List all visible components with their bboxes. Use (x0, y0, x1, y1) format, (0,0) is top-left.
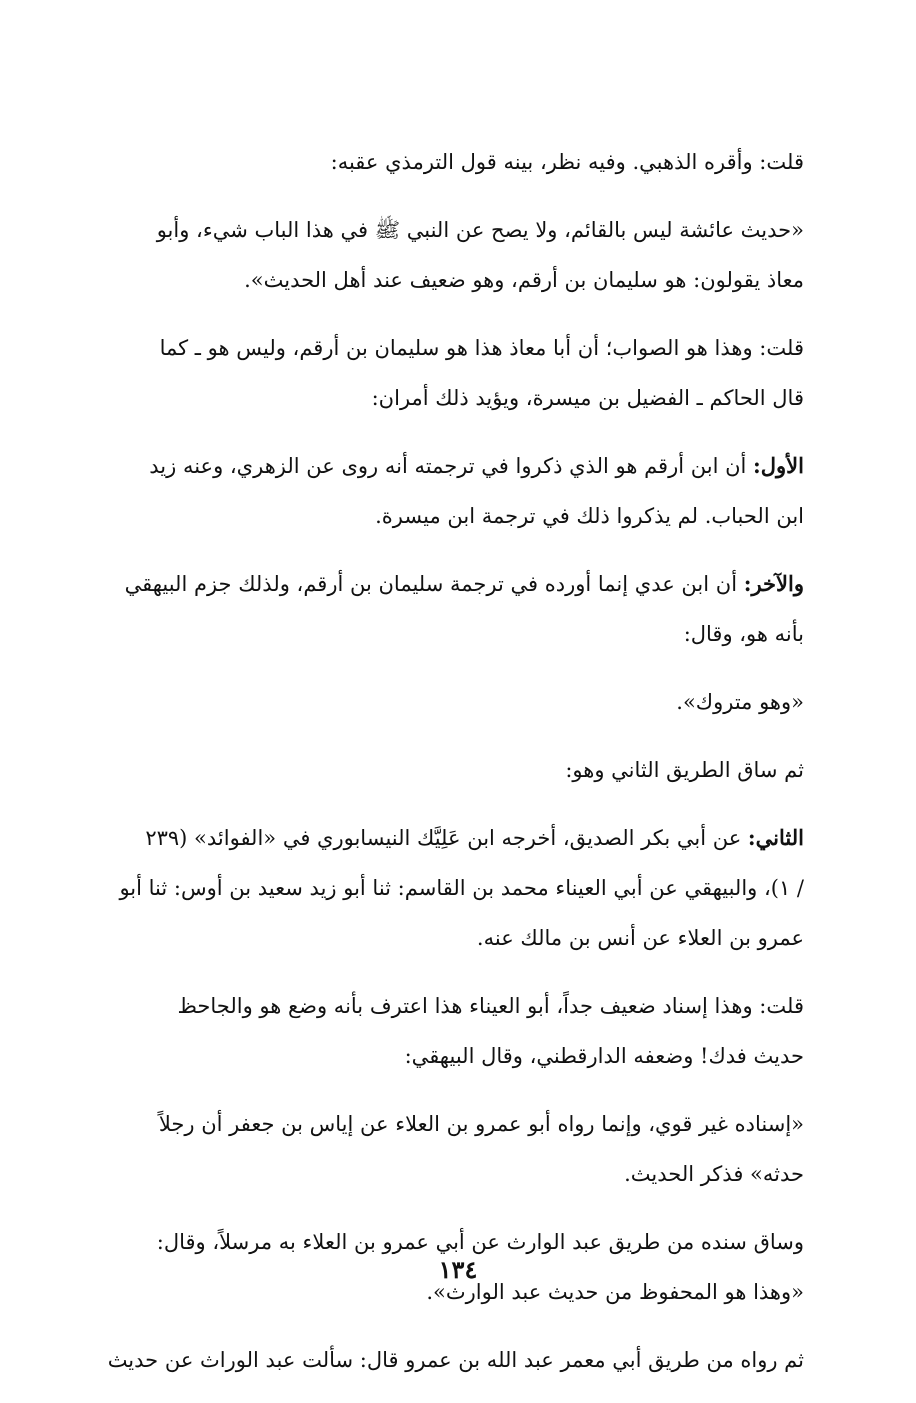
text-line: عمرو بن العلاء عن أنس بن مالك عنه. (476, 926, 804, 950)
paragraph-8-second-path (50, 813, 804, 963)
paragraph-10-quote (50, 1099, 804, 1199)
line-text: عن أبي بكر الصديق، أخرجه ابن عَلِيَّك النيسابوري في «الفوائد» (٢٣٩ (145, 826, 742, 850)
page-number: ١٣٤ (438, 1255, 478, 1284)
paragraph-2-quote (50, 205, 804, 305)
text-line: حديث فدك! وضعفه الدارقطني، وقال البيهقي: (404, 1044, 804, 1068)
text-line: «حديث عائشة ليس بالقائم، ولا يصح عن النبي ﷺ في هذا الباب شيء، وأبو (156, 218, 804, 242)
line-text: أن ابن عدي إنما أورده في ترجمة سليمان بن أرقم، ولذلك جزم البيهقي (124, 572, 738, 596)
lead-word: الأول: (753, 453, 804, 478)
text-line: قلت: وهذا هو الصواب؛ أن أبا معاذ هذا هو سليمان بن أرقم، وليس هو ـ كما (159, 336, 804, 360)
paragraph-1 (50, 137, 804, 187)
paragraph-12 (50, 1335, 804, 1385)
text-line: «إسناده غير قوي، وإنما رواه أبو عمرو بن العلاء عن إياس بن جعفر أن رجلاً (158, 1112, 804, 1136)
lead-word: الثاني: (747, 825, 804, 850)
text-line: ابن الحباب. لم يذكروا ذلك في ترجمة ابن ميسرة. (375, 504, 804, 528)
text-line: / ١)، والبيهقي عن أبي العيناء محمد بن القاسم: ثنا أبو زيد سعيد بن أوس: ثنا أبو (119, 876, 804, 900)
page-body (50, 137, 804, 1403)
text-line: قال الحاكم ـ الفضيل بن ميسرة، ويؤيد ذلك أمران: (371, 386, 804, 410)
text-line (50, 813, 804, 863)
paragraph-5-second-reason (50, 559, 804, 659)
text-line: معاذ يقولون: هو سليمان بن أرقم، وهو ضعيف عند أهل الحديث». (244, 268, 804, 292)
text-line (50, 559, 804, 609)
text-line: «وهو متروك». (676, 690, 804, 714)
paragraph-4-first-reason (50, 441, 804, 541)
paragraph-7 (50, 745, 804, 795)
text-line: بأنه هو، وقال: (683, 622, 804, 646)
paragraph-3 (50, 323, 804, 423)
lead-word: والآخر: (743, 571, 804, 596)
text-line: حدثه» فذكر الحديث. (624, 1162, 804, 1186)
paragraph-6-quote (50, 677, 804, 727)
text-line: وساق سنده من طريق عبد الوارث عن أبي عمرو بن العلاء به مرسلاً، وقال: (156, 1230, 804, 1254)
paragraph-9 (50, 981, 804, 1081)
text-line: قلت: وأقره الذهبي. وفيه نظر، بينه قول الترمذي عقبه: (330, 150, 804, 174)
text-line: قلت: وهذا إسناد ضعيف جداً، أبو العيناء هذا اعترف بأنه وضع هو والجاحظ (177, 994, 804, 1018)
text-line (50, 441, 804, 491)
text-line: ثم رواه من طريق أبي معمر عبد الله بن عمرو قال: سألت عبد الوراث عن حديث (107, 1348, 804, 1372)
text-line: ثم ساق الطريق الثاني وهو: (565, 758, 804, 782)
line-text: أن ابن أرقم هو الذي ذكروا في ترجمته أنه روى عن الزهري، وعنه زيد (149, 454, 747, 478)
text-line: «وهذا هو المحفوظ من حديث عبد الوارث». (426, 1280, 804, 1304)
